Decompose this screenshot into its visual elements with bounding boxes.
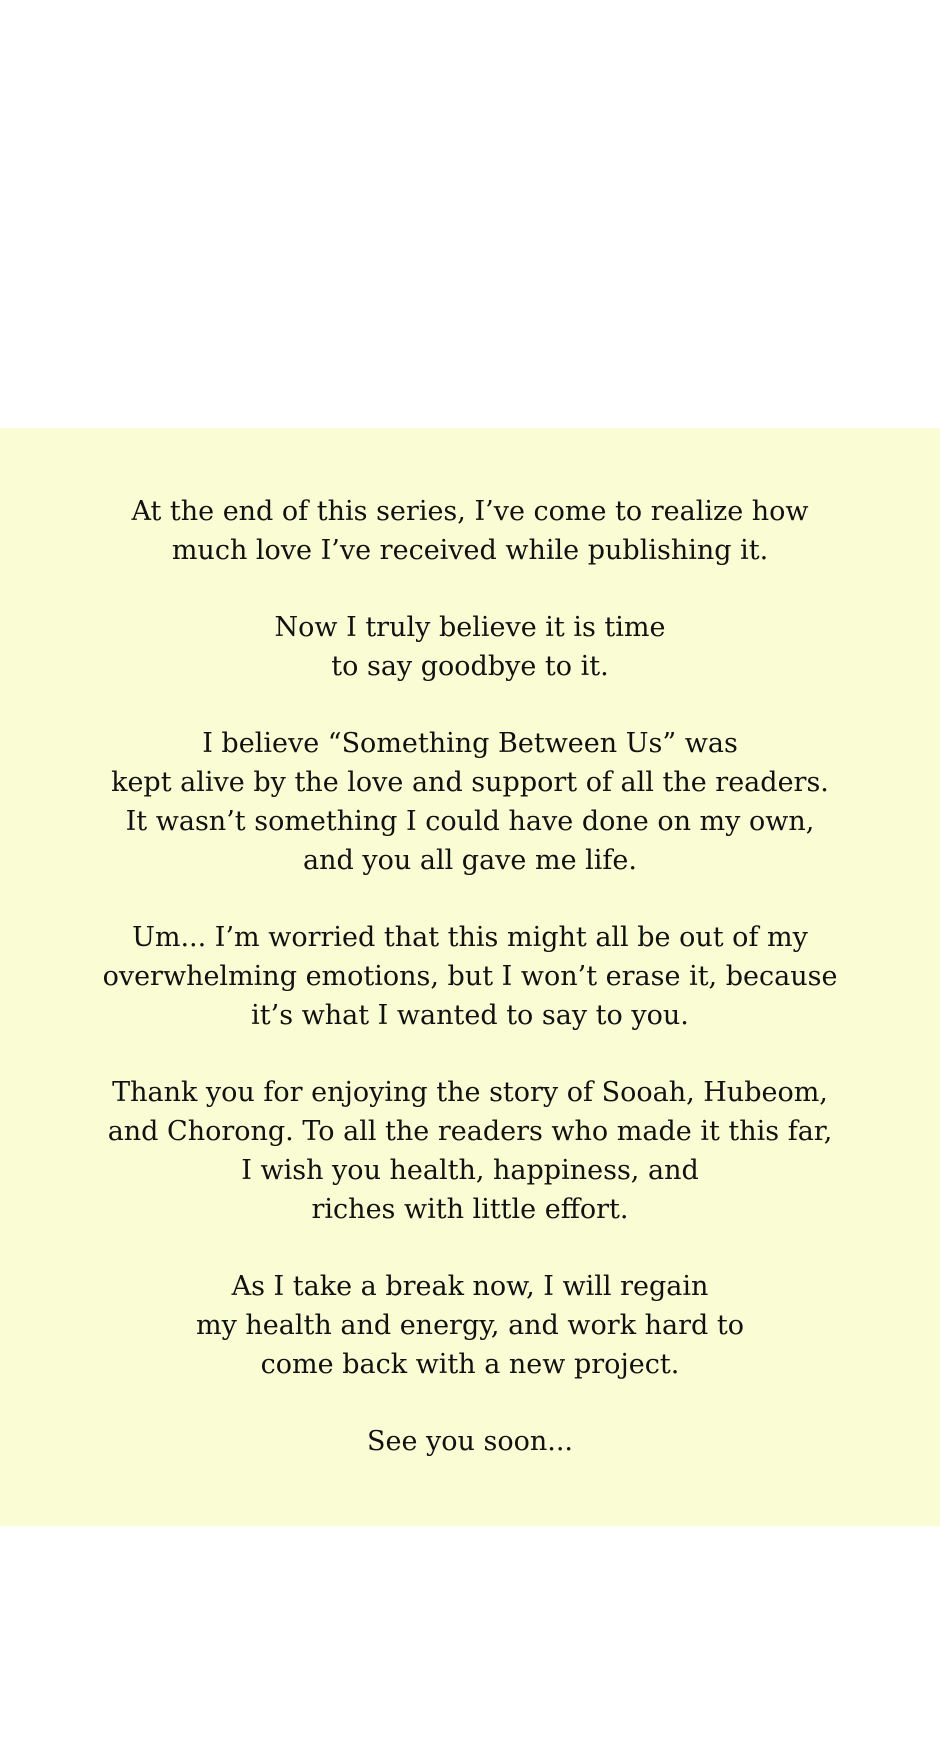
author-note-panel bbox=[0, 428, 940, 1526]
note-paragraph-7 bbox=[0, 1422, 940, 1461]
note-line: Um... I’m worried that this might all be out of my bbox=[132, 922, 808, 953]
note-line: It wasn’t something I could have done on my own, bbox=[125, 806, 815, 837]
note-line: At the end of this series, I’ve come to realize how bbox=[131, 496, 809, 527]
note-paragraph-4 bbox=[0, 918, 940, 1035]
note-line: overwhelming emotions, but I won’t erase it, because bbox=[102, 961, 838, 992]
note-paragraph-6 bbox=[0, 1267, 940, 1384]
note-line: Thank you for enjoying the story of Sooah, Hubeom, bbox=[112, 1077, 828, 1108]
note-paragraph-5 bbox=[0, 1073, 940, 1229]
note-line: Now I truly believe it is time bbox=[274, 612, 666, 643]
note-line: and Chorong. To all the readers who made it this far, bbox=[107, 1116, 833, 1147]
note-line: my health and energy, and work hard to bbox=[195, 1310, 744, 1341]
note-line: come back with a new project. bbox=[260, 1349, 680, 1380]
note-line: As I take a break now, I will regain bbox=[231, 1271, 709, 1302]
note-line: much love I’ve received while publishing it. bbox=[171, 535, 769, 566]
note-paragraph-1 bbox=[0, 492, 940, 570]
note-paragraph-3 bbox=[0, 724, 940, 880]
note-line: it’s what I wanted to say to you. bbox=[251, 1000, 689, 1031]
note-paragraph-2 bbox=[0, 608, 940, 686]
note-line: I believe “Something Between Us” was bbox=[202, 728, 738, 759]
note-line: I wish you health, happiness, and bbox=[241, 1155, 699, 1186]
note-line: kept alive by the love and support of all the readers. bbox=[111, 767, 829, 798]
note-line: to say goodbye to it. bbox=[331, 651, 609, 682]
note-line: riches with little effort. bbox=[311, 1194, 629, 1225]
note-line: See you soon... bbox=[366, 1426, 574, 1457]
note-line: and you all gave me life. bbox=[303, 845, 637, 876]
